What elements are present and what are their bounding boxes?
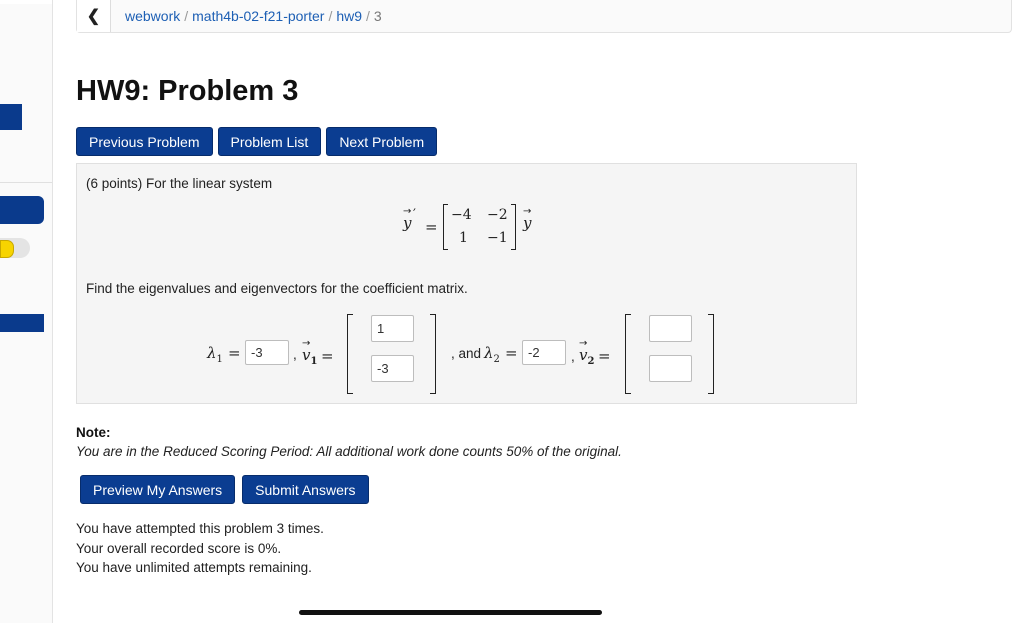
problem-intro: (6 points) For the linear system	[86, 176, 273, 191]
v2-label	[579, 346, 594, 367]
vector-bracket-right	[708, 314, 714, 394]
back-button[interactable]	[77, 0, 111, 32]
matrix-bracket-left	[443, 204, 448, 250]
equals-sign: =	[228, 344, 241, 362]
sidebar-divider	[0, 182, 52, 183]
v1-component-2-input[interactable]	[371, 355, 414, 382]
equals-sign: =	[598, 347, 611, 365]
note-text: You are in the Reduced Scoring Period: All additional work done counts 50% of the original.	[76, 444, 622, 459]
breadcrumb-separator: /	[366, 8, 370, 24]
breadcrumb-set[interactable]: hw9	[336, 8, 363, 24]
breadcrumb-trail	[125, 8, 382, 24]
v-symbol: v	[302, 346, 311, 364]
lambda-symbol: λ	[484, 344, 494, 362]
toggle-knob	[0, 240, 14, 258]
linear-system-equation	[395, 204, 575, 254]
submit-answers-button[interactable]: Submit Answers	[242, 475, 368, 504]
matrix-cell-a11: −4	[451, 207, 472, 223]
problem-list-button[interactable]: Problem List	[218, 127, 322, 156]
lambda2-input[interactable]	[522, 340, 566, 365]
v1-label	[302, 346, 317, 367]
previous-problem-button[interactable]: Previous Problem	[76, 127, 213, 156]
score-text: Your overall recorded score is 0%.	[76, 540, 282, 556]
equals-sign: =	[505, 344, 518, 362]
v1-component-1-input[interactable]	[371, 315, 414, 342]
sidebar-item-selected[interactable]	[0, 314, 44, 332]
prime-symbol: ′	[413, 207, 416, 222]
preview-answers-button[interactable]: Preview My Answers	[80, 475, 235, 504]
sidebar-toggle[interactable]	[0, 238, 30, 258]
y-vector-symbol: y	[523, 214, 532, 232]
sidebar	[0, 0, 53, 623]
vector-arrow-icon: →	[523, 206, 532, 217]
matrix-cell-a22: −1	[487, 230, 508, 246]
and-text: , and	[451, 346, 482, 361]
lambda-symbol: λ	[207, 344, 217, 362]
comma-separator: ,	[571, 349, 575, 364]
next-problem-button[interactable]: Next Problem	[326, 127, 437, 156]
chevron-left-icon: ❮	[86, 8, 101, 25]
v1-subscript: 1	[310, 356, 318, 367]
v2-subscript: 2	[587, 356, 595, 367]
vector-bracket-left	[347, 314, 353, 394]
page-title: HW9: Problem 3	[76, 75, 299, 107]
note-title: Note:	[76, 425, 111, 440]
answer-actions	[80, 475, 369, 504]
vector-arrow-icon: →	[403, 206, 412, 217]
remaining-text: You have unlimited attempts remaining.	[76, 560, 312, 575]
breadcrumb-current: 3	[373, 8, 382, 24]
equals-sign: =	[321, 347, 334, 365]
vector-bracket-right	[430, 314, 436, 394]
y-vector-symbol: y	[403, 214, 412, 232]
sidebar-top-strip	[0, 0, 52, 4]
breadcrumb-separator: /	[184, 8, 189, 24]
matrix-bracket-right	[511, 204, 516, 250]
lambda2-label	[484, 344, 500, 365]
breadcrumb	[76, 0, 1012, 33]
v2-component-1-input[interactable]	[649, 315, 692, 342]
lambda1-label	[207, 344, 223, 365]
equals-sign: =	[425, 218, 438, 236]
sidebar-button[interactable]	[0, 196, 44, 224]
matrix-cell-a12: −2	[487, 207, 508, 223]
vector-arrow-icon: →	[579, 338, 588, 349]
breadcrumb-webwork[interactable]: webwork	[125, 8, 181, 24]
problem-instruction: Find the eigenvalues and eigenvectors for the coefficient matrix.	[86, 281, 468, 296]
v-symbol: v	[579, 346, 588, 364]
problem-nav	[76, 127, 437, 156]
attempts-text: You have attempted this problem 3 times.	[76, 521, 324, 536]
lambda2-subscript: 2	[493, 354, 500, 365]
breadcrumb-separator: /	[328, 8, 333, 24]
comma-separator: ,	[293, 347, 297, 362]
problem-panel	[76, 163, 857, 404]
vector-arrow-icon: →	[302, 338, 311, 349]
attempt-status	[76, 519, 324, 578]
lambda1-input[interactable]	[245, 340, 289, 365]
vector-bracket-left	[625, 314, 631, 394]
sidebar-item-active[interactable]	[0, 104, 22, 130]
v2-component-2-input[interactable]	[649, 355, 692, 382]
home-indicator[interactable]	[299, 610, 602, 615]
breadcrumb-course[interactable]: math4b-02-f21-porter	[192, 8, 325, 24]
matrix-cell-a21: 1	[459, 230, 468, 246]
lambda1-subscript: 1	[216, 354, 223, 365]
